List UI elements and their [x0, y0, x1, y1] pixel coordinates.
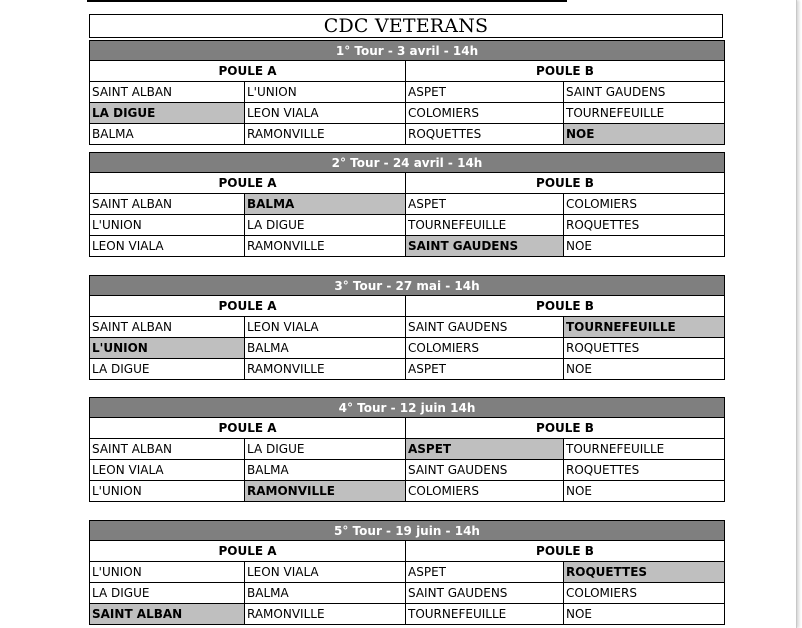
poule-b-label: POULE B	[406, 418, 725, 439]
team-cell: L'UNION	[90, 562, 245, 583]
team-cell: TOURNEFEUILLE	[406, 215, 564, 236]
team-cell: COLOMIERS	[406, 481, 564, 502]
team-cell: LEON VIALA	[245, 562, 406, 583]
team-cell: ROQUETTES	[564, 562, 725, 583]
document-title: CDC VETERANS	[89, 14, 723, 38]
poule-a-label: POULE A	[90, 296, 406, 317]
table-row	[90, 338, 725, 359]
team-cell: RAMONVILLE	[245, 359, 406, 380]
team-cell: SAINT ALBAN	[90, 317, 245, 338]
table-row	[90, 194, 725, 215]
round-table-2	[89, 152, 725, 257]
table-row	[90, 481, 725, 502]
team-cell: ROQUETTES	[406, 124, 564, 145]
poule-a-label: POULE A	[90, 541, 406, 562]
team-cell: BALMA	[245, 460, 406, 481]
poule-b-label: POULE B	[406, 173, 725, 194]
team-cell: L'UNION	[90, 481, 245, 502]
table-row	[90, 215, 725, 236]
table-row	[90, 439, 725, 460]
team-cell: ASPET	[406, 562, 564, 583]
team-cell: RAMONVILLE	[245, 604, 406, 625]
team-cell: RAMONVILLE	[245, 236, 406, 257]
team-cell: ROQUETTES	[564, 338, 725, 359]
poule-a-label: POULE A	[90, 418, 406, 439]
poule-a-label: POULE A	[90, 61, 406, 82]
team-cell: SAINT GAUDENS	[406, 236, 564, 257]
team-cell: SAINT GAUDENS	[406, 317, 564, 338]
team-cell: SAINT ALBAN	[90, 439, 245, 460]
team-cell: LA DIGUE	[90, 583, 245, 604]
team-cell: LA DIGUE	[90, 103, 245, 124]
team-cell: RAMONVILLE	[245, 124, 406, 145]
round-table-3	[89, 275, 725, 380]
table-row	[90, 317, 725, 338]
round-header: 2° Tour - 24 avril - 14h	[90, 153, 725, 173]
team-cell: BALMA	[245, 338, 406, 359]
table-row	[90, 460, 725, 481]
team-cell: LEON VIALA	[90, 236, 245, 257]
team-cell: NOE	[564, 481, 725, 502]
team-cell: L'UNION	[90, 338, 245, 359]
round-table-1	[89, 40, 725, 145]
team-cell: TOURNEFEUILLE	[564, 439, 725, 460]
table-row	[90, 236, 725, 257]
poule-b-label: POULE B	[406, 61, 725, 82]
round-table-4	[89, 397, 725, 502]
team-cell: SAINT ALBAN	[90, 604, 245, 625]
team-cell: SAINT GAUDENS	[406, 460, 564, 481]
team-cell: ASPET	[406, 82, 564, 103]
team-cell: COLOMIERS	[406, 338, 564, 359]
table-row	[90, 359, 725, 380]
team-cell: LEON VIALA	[90, 460, 245, 481]
team-cell: NOE	[564, 236, 725, 257]
team-cell: COLOMIERS	[564, 194, 725, 215]
team-cell: SAINT ALBAN	[90, 194, 245, 215]
team-cell: NOE	[564, 359, 725, 380]
team-cell: BALMA	[245, 583, 406, 604]
table-row	[90, 103, 725, 124]
round-header: 4° Tour - 12 juin 14h	[90, 398, 725, 418]
team-cell: SAINT GAUDENS	[406, 583, 564, 604]
team-cell: SAINT ALBAN	[90, 82, 245, 103]
team-cell: BALMA	[90, 124, 245, 145]
round-table-5	[89, 520, 725, 625]
team-cell: NOE	[564, 124, 725, 145]
table-row	[90, 82, 725, 103]
round-header: 3° Tour - 27 mai - 14h	[90, 276, 725, 296]
team-cell: BALMA	[245, 194, 406, 215]
team-cell: LA DIGUE	[245, 439, 406, 460]
round-header: 1° Tour - 3 avril - 14h	[90, 41, 725, 61]
team-cell: LA DIGUE	[245, 215, 406, 236]
table-row	[90, 562, 725, 583]
top-rule	[87, 0, 567, 2]
table-row	[90, 604, 725, 625]
team-cell: ASPET	[406, 439, 564, 460]
team-cell: L'UNION	[245, 82, 406, 103]
team-cell: ASPET	[406, 194, 564, 215]
team-cell: TOURNEFEUILLE	[564, 103, 725, 124]
poule-b-label: POULE B	[406, 541, 725, 562]
poule-b-label: POULE B	[406, 296, 725, 317]
team-cell: COLOMIERS	[564, 583, 725, 604]
team-cell: ROQUETTES	[564, 215, 725, 236]
table-row	[90, 583, 725, 604]
team-cell: LEON VIALA	[245, 103, 406, 124]
team-cell: COLOMIERS	[406, 103, 564, 124]
team-cell: ASPET	[406, 359, 564, 380]
team-cell: SAINT GAUDENS	[564, 82, 725, 103]
team-cell: TOURNEFEUILLE	[406, 604, 564, 625]
team-cell: LEON VIALA	[245, 317, 406, 338]
round-header: 5° Tour - 19 juin - 14h	[90, 521, 725, 541]
team-cell: TOURNEFEUILLE	[564, 317, 725, 338]
team-cell: ROQUETTES	[564, 460, 725, 481]
table-row	[90, 124, 725, 145]
poule-a-label: POULE A	[90, 173, 406, 194]
team-cell: L'UNION	[90, 215, 245, 236]
team-cell: NOE	[564, 604, 725, 625]
team-cell: LA DIGUE	[90, 359, 245, 380]
team-cell: RAMONVILLE	[245, 481, 406, 502]
